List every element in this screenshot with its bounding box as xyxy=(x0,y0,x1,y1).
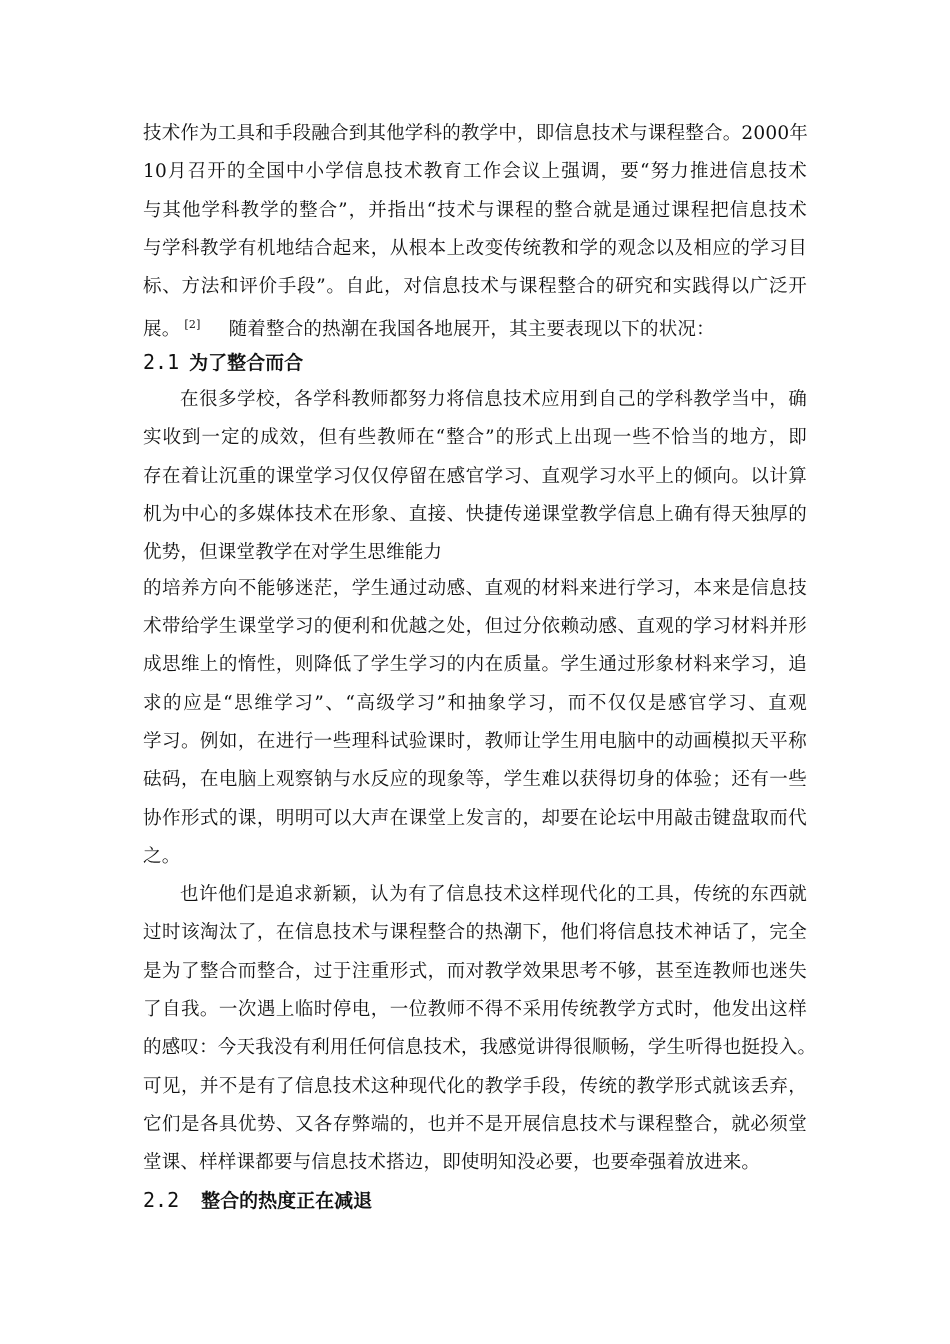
paragraph-line: 协作形式的课，明明可以大声在课堂上发言的，却要在论坛中用敲击键盘取而代 xyxy=(143,808,807,829)
section-number: 2.2 xyxy=(143,1188,180,1212)
paragraph-text: 随着整合的热潮在我国各地展开，其主要表现以下的状况： xyxy=(228,319,715,340)
section-number: 2.1 xyxy=(143,350,180,374)
paragraph-line: 之。 xyxy=(143,846,181,867)
paragraph-line: 技术作为工具和手段融合到其他学科的教学中，即信息技术与课程整合。2000年 xyxy=(143,123,808,144)
citation-marker: [2] xyxy=(184,318,201,331)
paragraph-line: 的培养方向不能够迷茫，学生通过动感、直观的材料来进行学习，本来是信息技 xyxy=(143,578,807,599)
paragraph-line: 它们是各具优势、又各存弊端的，也并不是开展信息技术与课程整合，就必须堂 xyxy=(143,1114,807,1135)
paragraph-line: 实收到一定的成效，但有些教师在“整合”的形式上出现一些不恰当的地方，即 xyxy=(143,427,807,448)
paragraph-line: 在很多学校，各学科教师都努力将信息技术应用到自己的学科教学当中，确 xyxy=(180,389,807,410)
paragraph-line: 砝码，在电脑上观察钠与水反应的现象等，学生难以获得切身的体验；还有一些 xyxy=(143,769,807,790)
paragraph-line: 学习。例如，在进行一些理科试验课时，教师让学生用电脑中的动画模拟天平称 xyxy=(143,731,807,752)
section-heading-2-2 xyxy=(143,1188,372,1213)
section-title: 为了整合而合 xyxy=(189,352,304,374)
paragraph-line: 优势，但课堂教学在对学生思维能力 xyxy=(143,542,443,563)
paragraph-line: 堂课、样样课都要与信息技术搭边，即使明知没必要，也要牵强着放进来。 xyxy=(143,1152,761,1173)
paragraph-line: 的感叹：今天我没有利用任何信息技术，我感觉讲得很顺畅，学生听得也挺投入。 xyxy=(143,1037,817,1058)
paragraph-line: 是为了整合而整合，过于注重形式，而对教学效果思考不够，甚至连教师也迷失 xyxy=(143,961,807,982)
paragraph-line: 存在着让沉重的课堂学习仅仅停留在感官学习、直观学习水平上的倾向。以计算 xyxy=(143,466,807,487)
paragraph-line: 标、方法和评价手段”。自此，对信息技术与课程整合的研究和实践得以广泛开 xyxy=(143,276,807,297)
paragraph-line: 也许他们是追求新颖，认为有了信息技术这样现代化的工具，传统的东西就 xyxy=(180,884,807,905)
paragraph-line: 机为中心的多媒体技术在形象、直接、快捷传递课堂教学信息上确有得天独厚的 xyxy=(143,504,807,525)
paragraph-line: 求的应是“思维学习”、“高级学习”和抽象学习，而不仅仅是感官学习、直观 xyxy=(143,693,807,714)
paragraph-text: 展。 xyxy=(143,319,181,340)
paragraph-line: 与学科教学有机地结合起来，从根本上改变传统教和学的观念以及相应的学习目 xyxy=(143,238,807,259)
paragraph-line: 术带给学生课堂学习的便利和优越之处，但过分依赖动感、直观的学习材料并形 xyxy=(143,616,807,637)
paragraph-last-line xyxy=(143,313,715,342)
paragraph-line: 成思维上的惰性，则降低了学生学习的内在质量。学生通过形象材料来学习，追 xyxy=(143,654,807,675)
paragraph-line: 与其他学科教学的整合”，并指出“技术与课程的整合就是通过课程把信息技术 xyxy=(143,200,807,221)
paragraph-line: 10月召开的全国中小学信息技术教育工作会议上强调，要“努力推进信息技术 xyxy=(143,161,807,182)
section-heading-2-1 xyxy=(143,350,303,375)
paragraph-line: 过时该淘汰了，在信息技术与课程整合的热潮下，他们将信息技术神话了，完全 xyxy=(143,922,807,943)
paragraph-line: 可见，并不是有了信息技术这种现代化的教学手段，传统的教学形式就该丢弃， xyxy=(143,1076,807,1097)
section-title: 整合的热度正在减退 xyxy=(201,1190,373,1212)
paragraph-line: 了自我。一次遇上临时停电，一位教师不得不采用传统教学方式时，他发出这样 xyxy=(143,999,807,1020)
